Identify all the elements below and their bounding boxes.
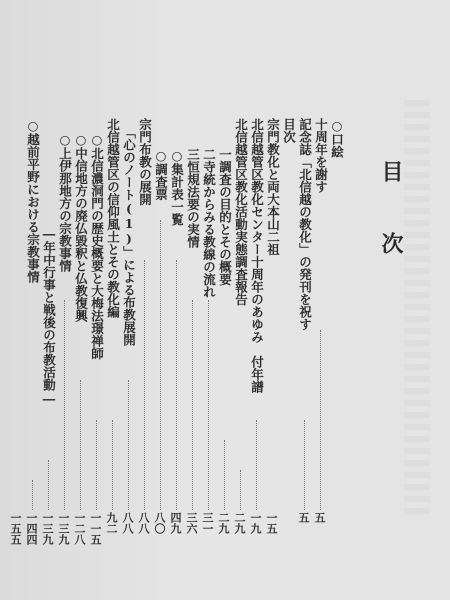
toc-entry: 一調査の目的とその概要 <box>217 148 233 286</box>
toc-entry: ○口絵 <box>329 118 345 158</box>
page-number: 八〇 <box>153 512 166 534</box>
toc-entry: ○北信濃洞門の歴史概要と大梅法璟禅師 <box>89 132 105 360</box>
leader-dots <box>176 260 177 510</box>
toc-entry: 北信越管区の信仰風土とその教化編 <box>105 118 121 318</box>
page-number: 八八 <box>137 512 150 534</box>
leader-dots <box>64 300 65 510</box>
toc-entry: ―年中行事と戦後の布教活動― <box>41 226 57 406</box>
page-number: 一三九 <box>57 512 70 545</box>
leader-dots <box>96 420 97 510</box>
toc-entry: 記念誌「北信越の教化」の発刊を祝す <box>297 118 313 331</box>
leader-dots <box>48 460 49 510</box>
toc-entry: 二寺統からみる教線の流れ <box>201 148 217 298</box>
leader-dots <box>320 330 321 510</box>
toc-entry: 十周年を謝す <box>313 118 329 193</box>
page-number: 一二八 <box>73 512 86 545</box>
toc-entry: ○調査票 <box>153 148 169 201</box>
show-through-text <box>404 100 430 520</box>
toc-entry: 「心のノート(1)」による布教展開 <box>121 126 137 346</box>
toc-entry: ○上伊那地方の宗教事情 <box>57 132 73 272</box>
toc-entry: 北信越管区教化センター十周年のあゆみ 付年譜 <box>249 118 265 393</box>
page-number: 一五五 <box>9 512 22 545</box>
toc-entry: ○集計表一覧 <box>169 148 185 226</box>
page-number: 四九 <box>169 512 182 534</box>
leader-dots <box>256 420 257 510</box>
toc-entry: 宗門布教の展開 <box>137 118 153 206</box>
page-number: 一一五 <box>89 512 102 545</box>
page-number: 三一 <box>201 512 214 534</box>
page-number: 九二 <box>105 512 118 534</box>
toc-entry: 三恒規法要の実情 <box>185 148 201 248</box>
leader-dots <box>112 420 113 510</box>
leader-dots <box>240 470 241 510</box>
toc-entry: ○中信地方の廃仏毀釈と仏教復興 <box>73 132 89 322</box>
leader-dots <box>144 260 145 510</box>
leader-dots <box>32 480 33 510</box>
leader-dots <box>304 420 305 510</box>
page-number: 二九 <box>217 512 230 534</box>
page-number: 一五 <box>265 512 278 534</box>
page-number: 三六 <box>185 512 198 534</box>
leader-dots <box>80 380 81 510</box>
page-number: 八八 <box>121 512 134 534</box>
toc-entry: ○越前平野における宗教事情 <box>25 118 41 283</box>
page-number: 一九 <box>249 512 262 534</box>
leader-dots <box>224 440 225 510</box>
leader-dots <box>128 380 129 510</box>
page-number: 五 <box>313 512 326 523</box>
page-title: 目 次 <box>378 160 404 268</box>
toc-entry: 宗門教化と両大本山二祖 <box>265 118 281 256</box>
page-number: 五 <box>297 512 310 523</box>
page-number: 一三九 <box>41 512 54 545</box>
page-number: 一四四 <box>25 512 38 545</box>
toc-entry: 北信越管区教化活動実態調査報告 <box>233 118 249 306</box>
page-number: 二九 <box>233 512 246 534</box>
leader-dots <box>160 220 161 510</box>
leader-dots <box>208 300 209 510</box>
toc-entry: 目次 <box>281 118 297 143</box>
leader-dots <box>192 300 193 510</box>
